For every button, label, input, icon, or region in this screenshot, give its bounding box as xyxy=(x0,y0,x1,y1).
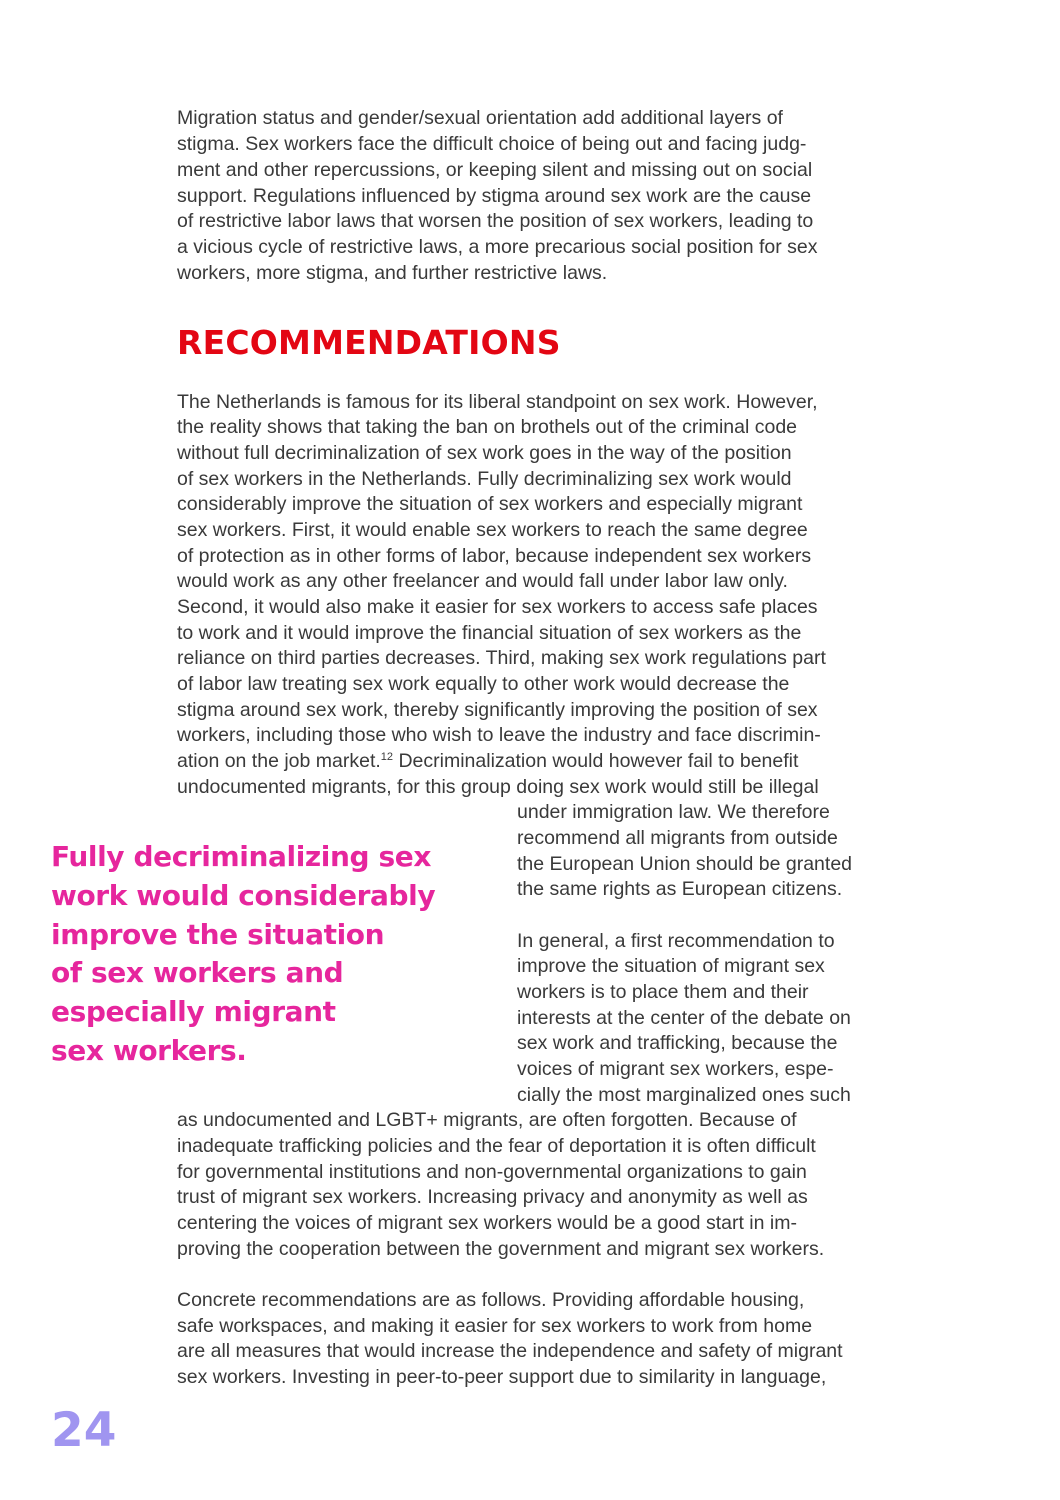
text-line: cially the most marginalized ones such xyxy=(517,1084,851,1106)
text-line: of restrictive labor laws that worsen the position of sex workers, leading to xyxy=(177,210,814,232)
page-number: 24 xyxy=(51,1403,117,1458)
footnote-reference[interactable]: 12 xyxy=(380,751,394,763)
text-line: undocumented migrants, for this group doing sex work would still be illegal xyxy=(177,776,819,798)
text-line: The Netherlands is famous for its liberal standpoint on sex work. However, xyxy=(177,391,818,413)
text-line: sex work and trafficking, because the xyxy=(517,1032,838,1054)
text-line: interests at the center of the debate on xyxy=(517,1007,851,1029)
text-line: without full decriminalization of sex work goes in the way of the position xyxy=(177,442,792,464)
text-line: as undocumented and LGBT+ migrants, are often forgotten. Because of xyxy=(177,1109,797,1131)
section-heading: RECOMMENDATIONS xyxy=(177,323,561,362)
text-line: proving the cooperation between the government and migrant sex workers. xyxy=(177,1238,825,1260)
text-line: safe workspaces, and making it easier for sex workers to work from home xyxy=(177,1315,813,1337)
text-segment: ation on the job market. xyxy=(177,750,381,772)
text-line: centering the voices of migrant sex workers would be a good start in im- xyxy=(177,1212,797,1234)
text-line: of sex workers in the Netherlands. Fully decriminalizing sex work would xyxy=(177,468,792,490)
text-line: Migration status and gender/sexual orientation add additional layers of xyxy=(177,107,783,129)
pull-quote xyxy=(51,838,491,1071)
text-line: the same rights as European citizens. xyxy=(517,878,843,900)
text-line: sex workers. First, it would enable sex workers to reach the same degree xyxy=(177,519,808,541)
text-line: would work as any other freelancer and would fall under labor law only. xyxy=(177,570,788,592)
text-line: inadequate trafficking policies and the fear of deportation it is often difficult xyxy=(177,1135,816,1157)
text-line: under immigration law. We therefore xyxy=(517,801,830,823)
text-line: the European Union should be granted xyxy=(517,853,853,875)
pull-quote-line: improve the situation xyxy=(51,917,385,951)
pull-quote-line: sex workers. xyxy=(51,1033,247,1067)
text-segment: Decriminalization would however fail to benefit xyxy=(393,750,799,772)
text-line: voices of migrant sex workers, espe- xyxy=(517,1058,834,1080)
text-line: In general, a first recommendation to xyxy=(517,930,835,952)
text-line: Concrete recommendations are as follows. Providing affordable housing, xyxy=(177,1289,805,1311)
text-line: the reality shows that taking the ban on brothels out of the criminal code xyxy=(177,416,798,438)
text-line: are all measures that would increase the independence and safety of migrant xyxy=(177,1340,843,1362)
pull-quote-line: Fully decriminalizing sex xyxy=(51,840,432,873)
text-line: of labor law treating sex work equally to other work would decrease the xyxy=(177,673,790,695)
text-line: Second, it would also make it easier for sex workers to access safe places xyxy=(177,596,818,618)
pull-quote-line: of sex workers and xyxy=(51,956,344,990)
text-line: recommend all migrants from outside xyxy=(517,827,838,849)
text-line: improve the situation of migrant sex xyxy=(517,955,825,977)
text-line: stigma around sex work, thereby significantly improving the position of sex xyxy=(177,699,818,721)
text-line: support. Regulations influenced by stigma around sex work are the cause xyxy=(177,185,812,207)
text-line: for governmental institutions and non-governmental organizations to gain xyxy=(177,1161,807,1183)
text-line: a vicious cycle of restrictive laws, a more precarious social position for sex xyxy=(177,236,818,258)
pull-quote-line: work would considerably xyxy=(51,878,436,912)
text-line: sex workers. Investing in peer-to-peer support due to similarity in language, xyxy=(177,1366,827,1388)
text-line: considerably improve the situation of sex workers and especially migrant xyxy=(177,493,803,515)
text-line: workers is to place them and their xyxy=(517,981,809,1003)
text-line: to work and it would improve the financial situation of sex workers as the xyxy=(177,622,802,644)
text-line-with-footnote xyxy=(177,749,798,775)
text-line: workers, more stigma, and further restrictive laws. xyxy=(177,262,608,284)
text-line: of protection as in other forms of labor, because independent sex workers xyxy=(177,545,812,567)
pull-quote-line: especially migrant xyxy=(51,995,336,1029)
text-line: reliance on third parties decreases. Third, making sex work regulations part xyxy=(177,647,826,669)
text-line: trust of migrant sex workers. Increasing privacy and anonymity as well as xyxy=(177,1186,808,1208)
text-line: ment and other repercussions, or keeping silent and missing out on social xyxy=(177,159,813,181)
text-line: stigma. Sex workers face the difficult choice of being out and facing judg- xyxy=(177,133,807,155)
text-line: workers, including those who wish to leave the industry and face discrimin- xyxy=(177,724,821,746)
